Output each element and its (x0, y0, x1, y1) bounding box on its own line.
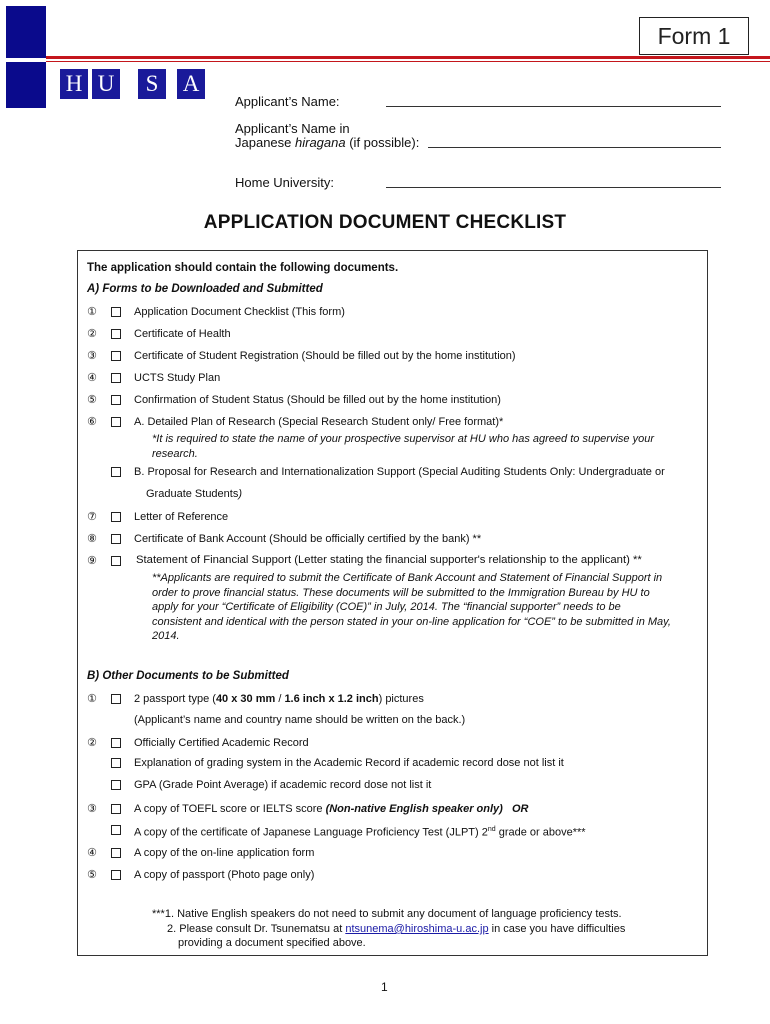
item-grading-explanation: Explanation of grading system in the Academic Record if academic record dose not list it (134, 757, 564, 769)
item-student-registration: Certificate of Student Registration (Should be filled out by the home institution) (134, 350, 516, 362)
checkbox[interactable] (111, 694, 121, 704)
item-number: ③ (87, 803, 97, 815)
checkbox[interactable] (111, 329, 121, 339)
item-number: ③ (87, 350, 97, 362)
item-research-proposal: B. Proposal for Research and Internationalization Support (Special Auditing Students Only: Undergraduate or (134, 466, 665, 478)
item-number: ⑧ (87, 533, 97, 545)
checkbox[interactable] (111, 534, 121, 544)
checkbox[interactable] (111, 307, 121, 317)
letterhead-bar (6, 6, 46, 58)
item-number: ① (87, 693, 97, 705)
item-jlpt: A copy of the certificate of Japanese Language Proficiency Test (JLPT) 2nd grade or above*** (134, 826, 586, 839)
item-letter-reference: Letter of Reference (134, 511, 229, 523)
checkbox[interactable] (111, 738, 121, 748)
footnote-line-3: providing a document specified above. (178, 937, 366, 949)
item-certificate-health: Certificate of Health (134, 328, 231, 340)
item-online-application: A copy of the on-line application form (134, 847, 315, 859)
item-number: ④ (87, 847, 97, 859)
checkbox[interactable] (111, 373, 121, 383)
item-passport-pictures: 2 passport type (40 x 30 mm / 1.6 inch x 1.2 inch) pictures (134, 693, 424, 705)
financial-note-line: consistent and identical with the person stated in your on-line application for “COE” to be submitted in May, (152, 616, 671, 628)
page-number: 1 (381, 980, 388, 994)
checkbox[interactable] (111, 556, 121, 566)
checkbox[interactable] (111, 417, 121, 427)
checkbox[interactable] (111, 804, 121, 814)
item-number: ⑦ (87, 511, 97, 523)
intro-text: The application should contain the following documents. (87, 262, 399, 274)
item-number: ⑤ (87, 394, 97, 406)
checkbox[interactable] (111, 512, 121, 522)
checkbox[interactable] (111, 395, 121, 405)
item-research-proposal-cont: Graduate Students) (146, 488, 243, 500)
item-student-status: Confirmation of Student Status (Should be filled out by the home institution) (134, 394, 501, 406)
contact-email-link[interactable]: ntsunema@hiroshima-u.ac.jp (345, 923, 489, 935)
hiragana-label-line2: Japanese hiragana (if possible): (235, 135, 420, 150)
item-ucts-study-plan: UCTS Study Plan (134, 372, 221, 384)
item-number: ② (87, 328, 97, 340)
research-plan-note: *It is required to state the name of your prospective supervisor at HU who has agreed to supervise your (152, 433, 654, 445)
letterhead-bar-lower (6, 62, 46, 108)
checkbox[interactable] (111, 870, 121, 880)
item-number: ⑤ (87, 869, 97, 881)
section-b-heading: B) Other Documents to be Submitted (87, 670, 289, 682)
item-bank-account: Certificate of Bank Account (Should be officially certified by the bank) ** (134, 533, 482, 545)
item-toefl-ielts: A copy of TOEFL score or IELTS score (Non-native English speaker only) OR (134, 803, 529, 815)
logo-letter-a: A (177, 69, 205, 99)
financial-note-line: apply for your “Certificate of Eligibility (COE)” in July, 2014. The “financial supporter” needs to be (152, 601, 621, 613)
item-application-checklist: Application Document Checklist (This form) (134, 306, 345, 318)
footnote-line-2: 2. Please consult Dr. Tsunematsu at ntsunema@hiroshima-u.ac.jp in case you have difficulties (167, 923, 626, 935)
home-university-field[interactable] (386, 187, 721, 188)
hiragana-label-line1: Applicant’s Name in (235, 121, 350, 136)
home-university-label: Home University: (235, 175, 334, 190)
applicant-name-label: Applicant’s Name: (235, 94, 340, 109)
item-financial-support: Statement of Financial Support (Letter stating the financial supporter's relationship to the applicant) ** (136, 554, 642, 566)
checkbox[interactable] (111, 825, 121, 835)
footnote-line-1: ***1. Native English speakers do not need to submit any document of language proficiency tests. (152, 908, 622, 920)
research-plan-note-cont: research. (152, 448, 198, 460)
item-passport-copy: A copy of passport (Photo page only) (134, 869, 315, 881)
item-number: ⑨ (87, 555, 97, 567)
checkbox[interactable] (111, 467, 121, 477)
logo-letter-h: H (60, 69, 88, 99)
hiragana-name-field[interactable] (428, 147, 721, 148)
header-rule-thin (46, 61, 770, 62)
checkbox[interactable] (111, 848, 121, 858)
checkbox[interactable] (111, 351, 121, 361)
item-number: ② (87, 737, 97, 749)
financial-note-line: order to prove financial status. These documents will be submitted to the Immigration Bureau by HU to (152, 587, 650, 599)
checkbox[interactable] (111, 780, 121, 790)
logo-letter-s: S (138, 69, 166, 99)
form-label: Form 1 (639, 17, 749, 55)
passport-pictures-note: (Applicant’s name and country name should be written on the back.) (134, 714, 466, 726)
item-academic-record: Officially Certified Academic Record (134, 737, 309, 749)
header-rule (46, 56, 770, 59)
item-number: ⑥ (87, 416, 97, 428)
financial-note-line: 2014. (152, 630, 180, 642)
item-number: ① (87, 306, 97, 318)
section-a-heading: A) Forms to be Downloaded and Submitted (87, 283, 323, 295)
page-title: APPLICATION DOCUMENT CHECKLIST (203, 212, 567, 233)
financial-note-line: **Applicants are required to submit the Certificate of Bank Account and Statement of Financial Support in (152, 572, 663, 584)
logo-letter-u: U (92, 69, 120, 99)
item-gpa: GPA (Grade Point Average) if academic record dose not list it (134, 779, 432, 791)
item-research-plan: A. Detailed Plan of Research (Special Research Student only/ Free format)* (134, 416, 504, 428)
checkbox[interactable] (111, 758, 121, 768)
item-number: ④ (87, 372, 97, 384)
applicant-name-field[interactable] (386, 106, 721, 107)
